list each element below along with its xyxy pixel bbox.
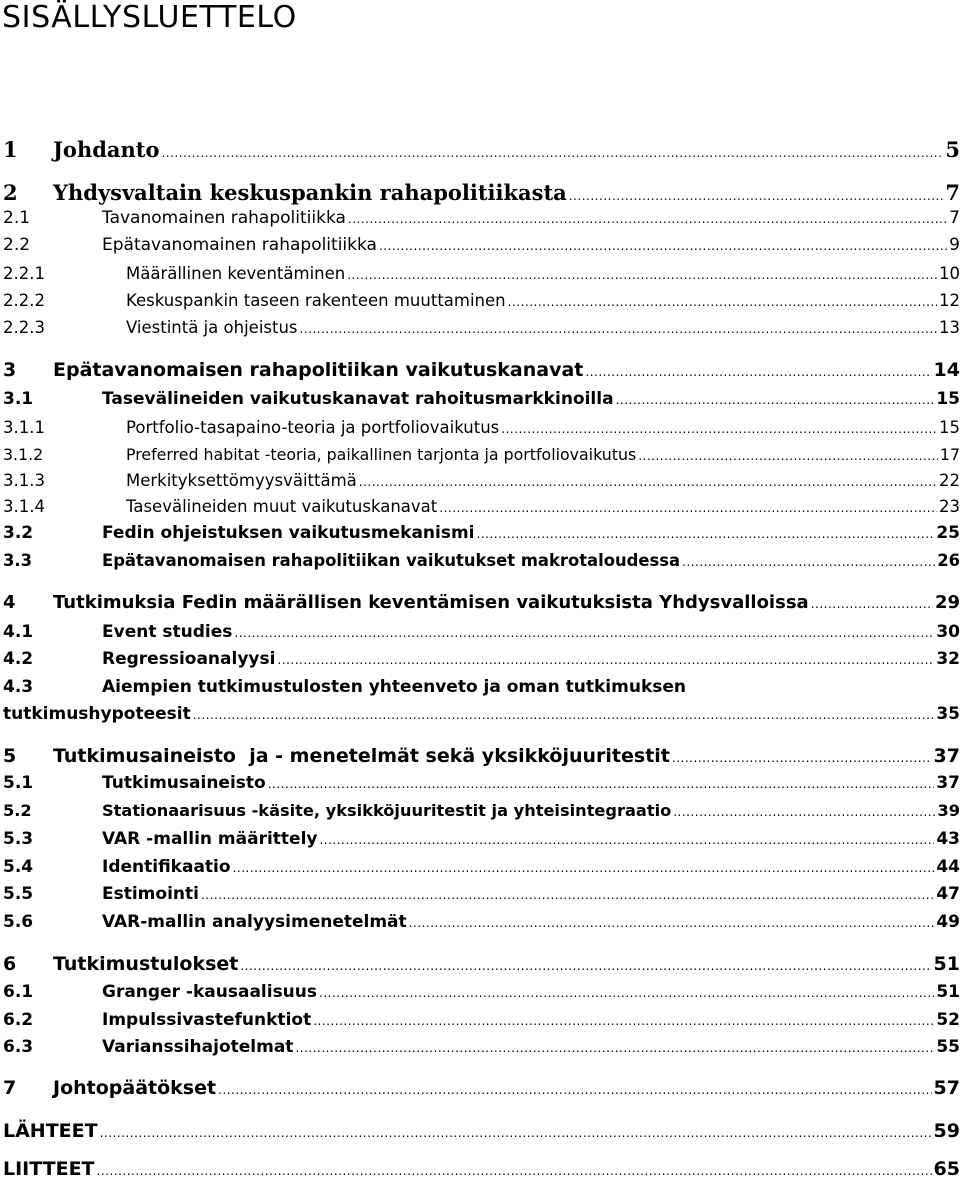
toc-page-number: 15: [939, 418, 960, 437]
toc-title: Tavanomainen rahapolitiikka: [102, 208, 346, 228]
toc-page-number: 47: [936, 884, 960, 904]
leader-dots: [240, 953, 931, 975]
toc-title: Yhdysvaltain keskuspankin rahapolitiikasta: [53, 180, 567, 205]
toc-title: Impulssivastefunktiot: [102, 1010, 312, 1030]
leader-dots: [616, 389, 935, 409]
toc-title: Keskuspankin taseen rakenteen muuttaminen: [126, 291, 506, 310]
toc-page-number: 10: [939, 264, 960, 283]
toc-title: Epätavanomaisen rahapolitiikan vaikutuskanavat: [53, 359, 584, 381]
toc-title: Fedin ohjeistuksen vaikutusmekanismi: [102, 523, 475, 543]
leader-dots: [234, 622, 934, 642]
leader-dots: [672, 745, 932, 767]
toc-section-4-1[interactable]: [3, 622, 960, 642]
toc-title: Tasevälineiden muut vaikutuskanavat: [126, 497, 438, 516]
toc-chapter-7[interactable]: [3, 1077, 960, 1099]
toc-section-3-3[interactable]: [3, 551, 960, 570]
leader-dots: [100, 1120, 932, 1142]
leader-dots: [477, 523, 935, 543]
leader-dots: [348, 208, 947, 228]
toc-page-number: 22: [939, 471, 960, 490]
toc-subsection-3-1-4[interactable]: [3, 497, 960, 516]
toc-number: 3.3: [3, 551, 33, 570]
toc-number: 5.4: [3, 857, 34, 877]
toc-subsection-2-2-1[interactable]: [3, 264, 960, 283]
toc-number: 4.2: [3, 649, 34, 669]
leader-dots: [218, 1077, 931, 1099]
toc-page-number: 44: [936, 857, 960, 877]
toc-title: Johtopäätökset: [53, 1077, 217, 1099]
toc-page-number: 37: [933, 745, 960, 767]
leader-dots: [319, 982, 934, 1002]
leader-dots: [501, 418, 937, 437]
toc-page-number: 13: [939, 318, 960, 337]
leader-dots: [359, 471, 937, 490]
toc-page-number: 23: [939, 497, 960, 516]
leader-dots: [300, 318, 937, 337]
toc-subsection-3-1-2[interactable]: [3, 445, 960, 464]
toc-title: Stationaarisuus -käsite, yksikköjuuritestit ja yhteisintegraatio: [102, 801, 672, 820]
toc-number: 6.3: [3, 1037, 34, 1057]
leader-dots: [313, 1010, 934, 1030]
toc-title: Estimointi: [102, 884, 199, 904]
toc-page-number: 29: [934, 592, 960, 613]
toc-number: 5: [3, 745, 17, 767]
toc-chapter-6[interactable]: [3, 953, 960, 975]
toc-appendices[interactable]: [3, 1158, 960, 1180]
toc-page-number: 52: [936, 1010, 960, 1030]
toc-number: 5.6: [3, 912, 34, 932]
toc-title: Granger -kausaalisuus: [102, 982, 318, 1002]
toc-number: 2.2: [3, 235, 31, 255]
toc-title: Identifikaatio: [102, 857, 231, 877]
toc-number: 4.3: [3, 677, 34, 697]
toc-title: Epätavanomaisen rahapolitiikan vaikutukset makrotaloudessa: [102, 551, 681, 570]
toc-title: tutkimushypoteesit: [3, 704, 191, 724]
toc-page-number: 14: [933, 359, 960, 381]
toc-section-5-4[interactable]: [3, 857, 960, 877]
toc-number: 3.1.3: [3, 471, 45, 490]
toc-section-4-2[interactable]: [3, 649, 960, 669]
toc-page-number: 59: [933, 1120, 960, 1142]
leader-dots: [409, 912, 935, 932]
toc-number: 3.1.1: [3, 418, 45, 437]
toc-title: Varianssihajotelmat: [102, 1037, 294, 1057]
toc-section-4-3[interactable]: [3, 677, 960, 697]
leader-dots: [347, 264, 937, 283]
toc-number: 3.1.2: [3, 445, 44, 464]
toc-page-number: 43: [936, 829, 960, 849]
toc-page-number: 25: [936, 523, 960, 543]
toc-page-number: 57: [933, 1077, 960, 1099]
toc-title: Portfolio-tasapaino-teoria ja portfoliovaikutus: [126, 418, 500, 437]
toc-number: 2.2.1: [3, 264, 45, 283]
toc-section-6-3[interactable]: [3, 1037, 960, 1057]
toc-section-2-2[interactable]: [3, 235, 960, 255]
toc-section-4-3-continued[interactable]: [3, 704, 960, 724]
toc-title: Aiempien tutkimustulosten yhteenveto ja oman tutkimuksen: [102, 677, 687, 697]
leader-dots: [277, 649, 934, 669]
toc-title: LIITTEET: [3, 1158, 95, 1180]
toc-number: 3: [3, 359, 17, 381]
toc-number: 2: [3, 180, 18, 205]
toc-page-number: 51: [933, 953, 960, 975]
toc-title: Viestintä ja ohjeistus: [126, 318, 298, 337]
toc-subsection-2-2-3[interactable]: [3, 318, 960, 337]
toc-title: VAR-mallin analyysimenetelmät: [102, 912, 407, 932]
toc-chapter-4[interactable]: [3, 592, 960, 613]
leader-dots: [811, 592, 933, 613]
toc-page-number: 12: [939, 291, 960, 310]
leader-dots: [319, 829, 934, 849]
toc-title: Merkityksettömyysväittämä: [126, 471, 357, 490]
toc-page-number: 35: [936, 704, 960, 724]
toc-title: Regressioanalyysi: [102, 649, 276, 669]
toc-title: Tutkimusaineisto ja - menetelmät sekä yksikköjuuritestit: [53, 745, 670, 767]
toc-chapter-1[interactable]: [3, 137, 960, 162]
toc-section-2-1[interactable]: [3, 208, 960, 228]
toc-subsection-2-2-2[interactable]: [3, 291, 960, 310]
toc-number: 7: [3, 1077, 17, 1099]
leader-dots: [638, 445, 938, 464]
leader-dots: [673, 801, 935, 820]
toc-title: Tutkimusaineisto: [102, 773, 266, 793]
toc-page-number: 26: [937, 551, 960, 570]
toc-number: 6.2: [3, 1010, 34, 1030]
toc-number: 3.2: [3, 523, 34, 543]
toc-number: 4: [3, 592, 16, 613]
leader-dots: [233, 857, 935, 877]
leader-dots: [161, 138, 943, 162]
toc-page-number: 37: [936, 773, 960, 793]
toc-page-number: 9: [949, 235, 960, 255]
toc-title: Preferred habitat -teoria, paikallinen tarjonta ja portfoliovaikutus: [126, 445, 637, 464]
toc-section-6-2[interactable]: [3, 1010, 960, 1030]
page-title: SISÄLLYSLUETTELO: [2, 0, 297, 35]
toc-number: 2.1: [3, 208, 31, 228]
toc-subsection-3-1-3[interactable]: [3, 471, 960, 490]
toc-section-5-3[interactable]: [3, 829, 960, 849]
toc-section-5-1[interactable]: [3, 773, 960, 793]
toc-title: Tutkimustulokset: [53, 953, 239, 975]
toc-number: 1: [3, 137, 18, 162]
toc-title: Tasevälineiden vaikutuskanavat rahoitusmarkkinoilla: [102, 389, 614, 409]
toc-title: Määrällinen keventäminen: [126, 264, 346, 283]
toc-number: 2.2.3: [3, 318, 45, 337]
toc-references[interactable]: [3, 1120, 960, 1142]
toc-chapter-3[interactable]: [3, 359, 960, 381]
toc-section-6-1[interactable]: [3, 982, 960, 1002]
toc-title: Event studies: [102, 622, 233, 642]
toc-page-number: 5: [945, 137, 960, 162]
toc-chapter-5[interactable]: [3, 745, 960, 767]
leader-dots: [193, 704, 935, 724]
toc-title: LÄHTEET: [3, 1120, 98, 1142]
toc-subsection-3-1-1[interactable]: [3, 418, 960, 437]
leader-dots: [439, 497, 937, 516]
toc-section-5-6[interactable]: [3, 912, 960, 932]
leader-dots: [201, 884, 934, 904]
toc-number: 6: [3, 953, 17, 975]
toc-title: Tutkimuksia Fedin määrällisen keventämisen vaikutuksista Yhdysvalloissa: [53, 592, 809, 613]
toc-section-3-2[interactable]: [3, 523, 960, 543]
toc-number: 2.2.2: [3, 291, 45, 310]
toc-number: 3.1: [3, 389, 34, 409]
toc-page-number: 51: [936, 982, 960, 1002]
toc-page-number: 7: [949, 208, 960, 228]
toc-section-3-1[interactable]: [3, 389, 960, 409]
toc-number: 5.1: [3, 773, 34, 793]
leader-dots: [682, 551, 935, 570]
leader-dots: [97, 1158, 932, 1180]
toc-page-number: 55: [936, 1037, 960, 1057]
toc-page-number: 65: [933, 1158, 960, 1180]
toc-number: 5.2: [3, 801, 32, 820]
toc-page-number: 15: [936, 389, 960, 409]
toc-page-number: 7: [945, 180, 960, 205]
leader-dots: [295, 1037, 934, 1057]
toc-number: 6.1: [3, 982, 34, 1002]
toc-number: 4.1: [3, 622, 34, 642]
toc-page-number: 49: [936, 912, 960, 932]
leader-dots: [585, 359, 931, 381]
toc-chapter-2[interactable]: [3, 180, 960, 205]
toc-number: 5.5: [3, 884, 34, 904]
toc-title: Epätavanomainen rahapolitiikka: [102, 235, 377, 255]
leader-dots: [508, 291, 937, 310]
toc-title: VAR -mallin määrittely: [102, 829, 318, 849]
toc-page-number: 30: [936, 622, 960, 642]
leader-dots: [379, 235, 947, 255]
toc-section-5-2[interactable]: [3, 801, 960, 820]
toc-number: 3.1.4: [3, 497, 45, 516]
toc-page-number: 32: [936, 649, 960, 669]
toc-page-number: 39: [937, 801, 960, 820]
toc-title: Johdanto: [53, 137, 160, 162]
toc-section-5-5[interactable]: [3, 884, 960, 904]
leader-dots: [569, 181, 944, 205]
leader-dots: [268, 773, 935, 793]
toc-page-number: 17: [939, 445, 960, 464]
toc-number: 5.3: [3, 829, 34, 849]
